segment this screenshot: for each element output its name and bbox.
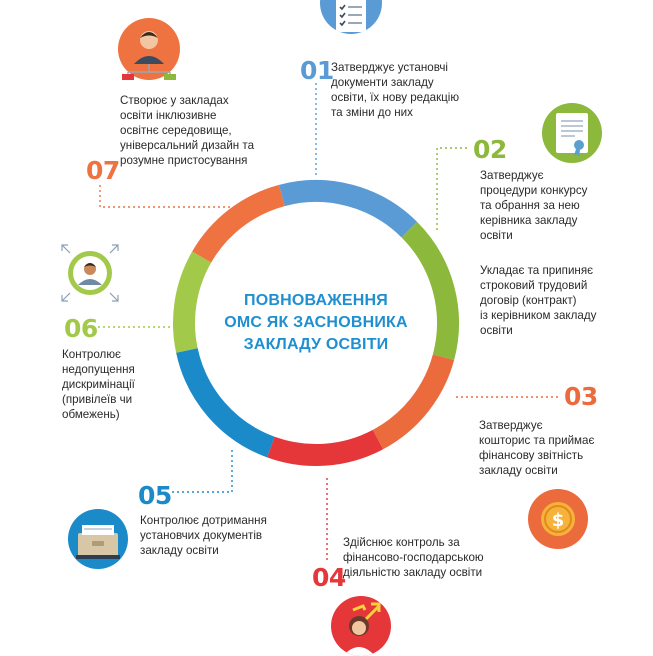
text-line: освіти інклюзивне [120,109,217,122]
text-line: Здійснює контроль за [343,536,460,549]
text-line: Контролює дотримання [140,514,267,527]
person-profile-icon [60,243,120,303]
text-line: договір (контракт) [480,294,577,307]
connector-05 [172,450,232,492]
item-number: 03 [564,382,598,411]
item-description-extra [480,263,630,338]
ring-segment-07 [202,195,282,257]
text-line: недопущення [62,363,135,376]
ring-segment-05 [187,350,271,447]
item-description [62,347,182,422]
dollar-coin-icon [528,489,588,549]
item-description [480,168,630,243]
text-line: освітнє середовище, [120,124,232,137]
center-title-line-2: ОМС ЯК ЗАСНОВНИКА [224,314,408,331]
item-number: 05 [138,481,172,510]
text-line: освіти [480,324,513,337]
text-line: фінансово-господарською [343,551,484,564]
center-title-line-1: ПОВНОВАЖЕННЯ [244,292,388,309]
text-line: Створює у закладах [120,94,229,107]
text-line: документи закладу [331,76,434,89]
woman-growth-chart-icon [331,596,391,656]
item-number: 01 [300,56,334,85]
center-title [213,290,419,356]
file-drawer-icon [68,509,128,569]
text-line: освіти [480,229,513,242]
text-line: та обрання за нею [480,199,580,212]
text-line: закладу освіти [140,544,219,557]
text-line: із керівником закладу [480,309,597,322]
ring-segment-01 [282,191,410,230]
item-number: 07 [86,156,120,185]
item-description [331,60,501,120]
text-line: Затверджує установчі [331,61,448,74]
item-description [140,513,320,558]
item-number: 02 [473,135,507,164]
text-line: діяльністю закладу освіти [343,566,483,579]
text-line: кошторис та приймає [479,434,595,447]
text-line: універсальний дизайн та [120,139,255,152]
text-line: (привілеїв чи [62,393,133,406]
connector-02 [437,148,468,230]
ring-segment-06 [184,257,202,350]
text-line: закладу освіти [479,464,558,477]
svg-text:$: $ [551,510,565,531]
text-line: фінансову звітність [479,449,584,462]
item-number: 06 [64,314,98,343]
item-description [120,93,290,168]
text-line: процедури конкурсу [480,184,588,197]
text-line: Затверджує [479,419,543,432]
text-line: Затверджує [480,169,544,182]
organization-structure-icon [118,18,180,80]
text-line: строковий трудовий [480,279,588,292]
item-number: 04 [312,563,346,592]
text-line: обмежень) [62,408,120,421]
text-line: керівника закладу [480,214,578,227]
text-line: дискримінації [62,378,135,391]
text-line: установчих документів [140,529,263,542]
text-line: освіти, їх нову редакцію [331,91,460,104]
connector-07 [100,185,240,207]
text-line: та зміни до них [331,106,413,119]
item-description [479,418,629,478]
ring-segment-03 [378,357,444,439]
ring-segment-04 [271,440,378,455]
text-line: Укладає та припиняє [480,264,594,277]
item-description [343,535,533,580]
certificate-document-icon [542,103,602,163]
center-title-line-3: ЗАКЛАДУ ОСВІТИ [243,336,389,353]
text-line: Контролює [62,348,121,361]
text-line: розумне пристосування [120,154,248,167]
